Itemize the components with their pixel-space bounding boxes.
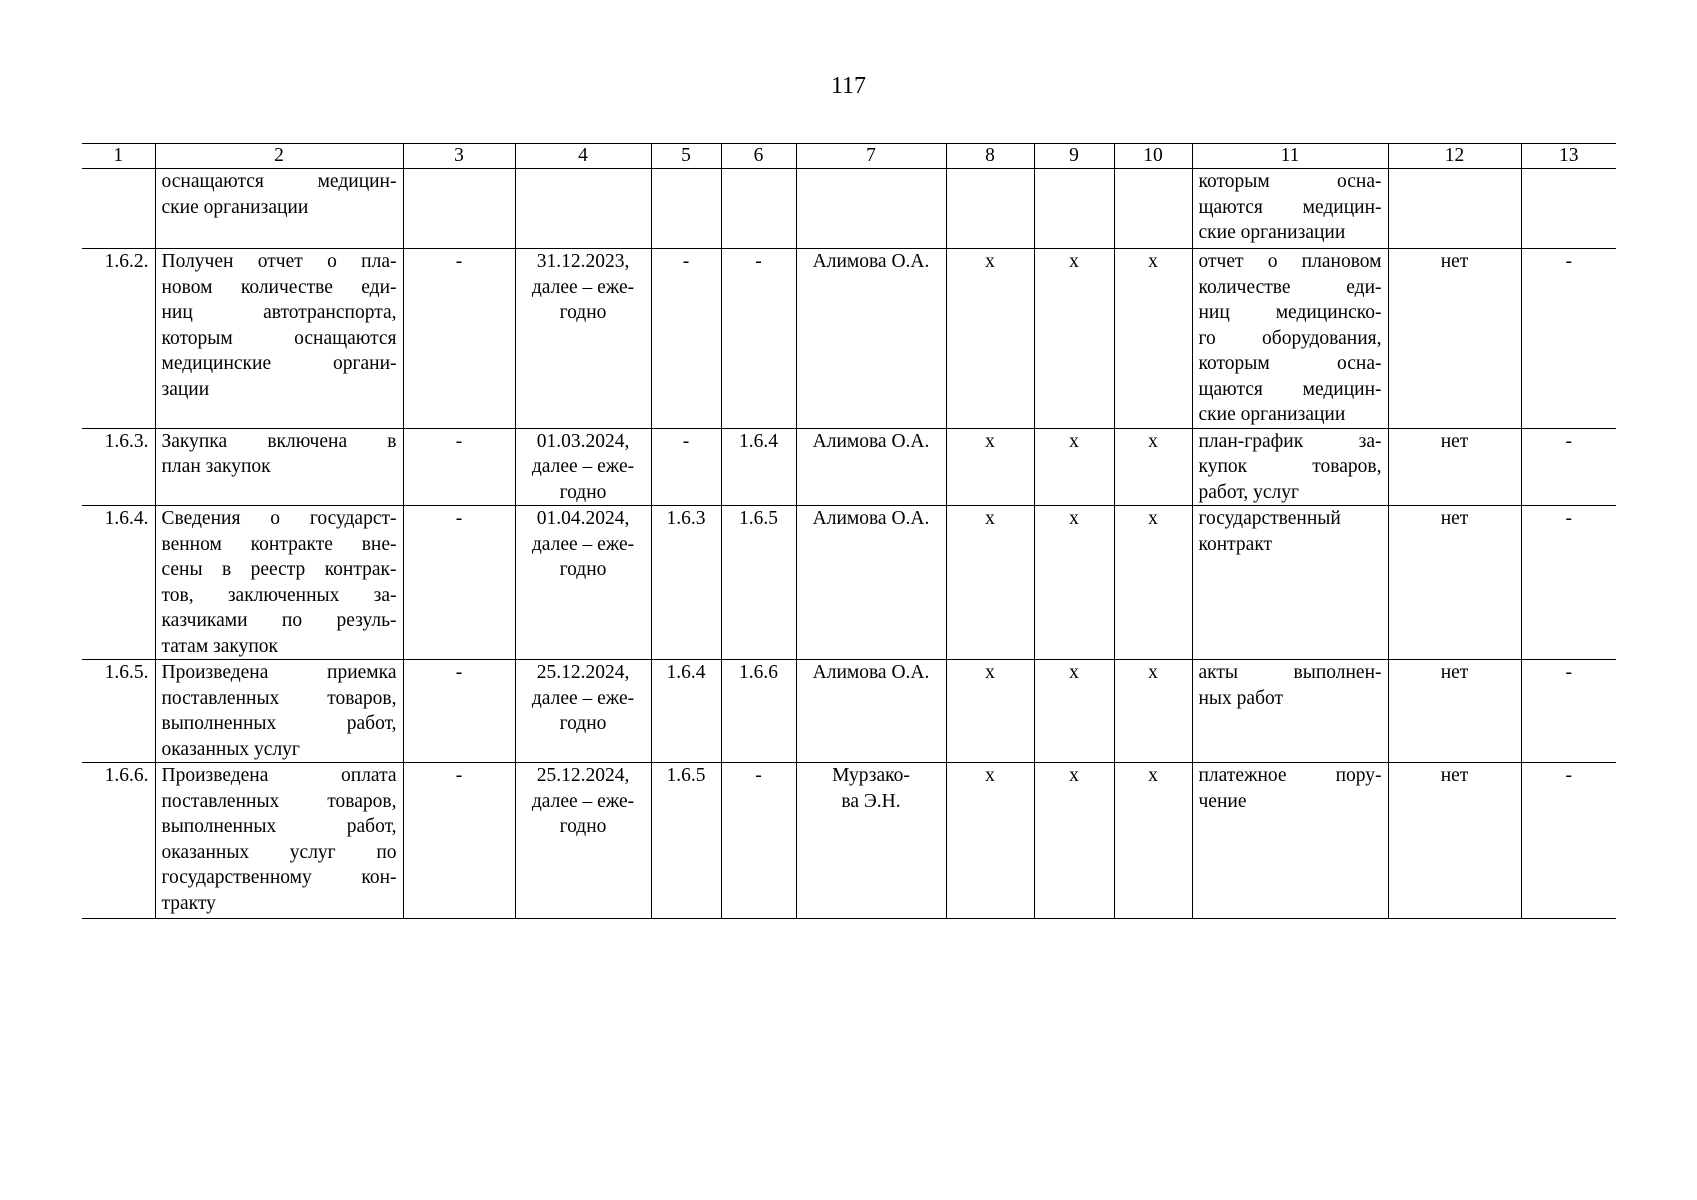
col-8-text: х — [985, 251, 995, 272]
col-10-cell — [1114, 169, 1192, 249]
header-col-5: 5 — [651, 144, 721, 169]
col-3-cell — [403, 763, 515, 919]
successor — [721, 249, 796, 429]
row-number — [82, 169, 155, 249]
table-row — [82, 428, 1616, 506]
predecessor — [651, 428, 721, 506]
deadline — [515, 249, 651, 429]
event-name-line: Закупка включена в — [161, 430, 397, 452]
deadline-line: далее – еже- — [531, 276, 635, 298]
successor — [721, 506, 796, 660]
event-name-line: тракту — [161, 892, 216, 914]
event-name-line: выполненных работ, — [161, 816, 397, 837]
responsible — [796, 249, 946, 429]
header-col-12: 12 — [1388, 144, 1521, 169]
event-name-line: тов, заключенных за- — [161, 584, 397, 606]
result-document-line: купок товаров, — [1198, 456, 1382, 477]
successor-text: 1.6.4 — [739, 430, 778, 452]
col-3-text: - — [455, 251, 463, 272]
deadline-line: далее – еже- — [531, 456, 635, 477]
row-number — [82, 506, 155, 660]
deadline-line: годно — [559, 481, 607, 503]
result-document-line: которым осна- — [1198, 171, 1382, 192]
result-document-line: ские организации — [1198, 404, 1346, 425]
row-number-text: 1.6.4. — [104, 508, 149, 529]
responsible — [796, 428, 946, 506]
predecessor — [651, 660, 721, 763]
col-12-cell — [1388, 660, 1521, 763]
col-12-text: нет — [1440, 765, 1469, 786]
result-document-line: отчет о плановом — [1198, 251, 1382, 272]
header-col-7: 7 — [796, 144, 946, 169]
deadline-line: годно — [559, 816, 607, 837]
deadline-line: годно — [559, 713, 607, 734]
col-9-cell — [1034, 763, 1114, 919]
col-8-cell — [946, 249, 1034, 429]
col-8-cell — [946, 763, 1034, 919]
result-document-line: щаются медицин- — [1198, 378, 1382, 400]
successor — [721, 169, 796, 249]
deadline-line: 25.12.2024, — [536, 662, 630, 683]
responsible-line: ва Э.Н. — [841, 790, 901, 812]
deadline — [515, 506, 651, 660]
row-number — [82, 249, 155, 429]
col-8-text: х — [985, 508, 995, 529]
table-row — [82, 660, 1616, 763]
col-13-cell — [1521, 660, 1616, 763]
result-document-line: чение — [1198, 790, 1247, 812]
predecessor — [651, 763, 721, 919]
responsible-line: Алимова О.А. — [812, 662, 930, 683]
col-9-cell — [1034, 506, 1114, 660]
predecessor-text: 1.6.4 — [666, 662, 706, 683]
predecessor-text: 1.6.3 — [666, 508, 706, 529]
result-document-line: ных работ — [1198, 687, 1284, 709]
result-document — [1192, 428, 1388, 506]
event-name-line: поставленных товаров, — [161, 687, 397, 709]
event-name-line: казчиками по резуль- — [161, 610, 397, 631]
event-name — [155, 763, 403, 919]
col-12-text: нет — [1440, 251, 1469, 272]
col-9-text: х — [1069, 251, 1079, 272]
successor — [721, 763, 796, 919]
predecessor-text: 1.6.5 — [666, 765, 706, 786]
col-10-text: х — [1148, 430, 1158, 452]
responsible-line: Алимова О.А. — [812, 508, 930, 529]
successor — [721, 428, 796, 506]
responsible-line: Мурзако- — [832, 765, 910, 786]
event-name-line: венном контракте вне- — [161, 533, 397, 555]
row-number-text: 1.6.5. — [104, 662, 149, 683]
col-13-cell — [1521, 169, 1616, 249]
col-8-cell — [946, 428, 1034, 506]
result-document-line: работ, услуг — [1198, 481, 1300, 503]
col-12-cell — [1388, 506, 1521, 660]
deadline-line: далее – еже- — [531, 790, 635, 812]
event-name-line: сены в реестр контрак- — [161, 559, 397, 580]
row-number-text: 1.6.2. — [104, 251, 149, 272]
result-document-line: контракт — [1198, 533, 1273, 555]
header-col-9: 9 — [1034, 144, 1114, 169]
deadline — [515, 428, 651, 506]
col-8-text: х — [985, 662, 995, 683]
col-12-cell — [1388, 428, 1521, 506]
table-body — [82, 169, 1616, 919]
result-document — [1192, 249, 1388, 429]
deadline-line: далее – еже- — [531, 687, 635, 709]
col-8-text: х — [985, 765, 995, 786]
event-name-line: план закупок — [161, 456, 271, 477]
responsible — [796, 763, 946, 919]
result-document — [1192, 660, 1388, 763]
deadline-line: далее – еже- — [531, 533, 635, 555]
event-name-line: которым оснащаются — [161, 327, 397, 349]
result-document-line: которым осна- — [1198, 353, 1382, 374]
header-col-2: 2 — [155, 144, 403, 169]
header-col-3: 3 — [403, 144, 515, 169]
successor-text: 1.6.5 — [739, 508, 778, 529]
deadline-line: 25.12.2024, — [536, 765, 630, 786]
header-col-10: 10 — [1114, 144, 1192, 169]
table-row — [82, 763, 1616, 919]
col-8-text: х — [985, 430, 995, 452]
responsible — [796, 660, 946, 763]
responsible-line: Алимова О.А. — [812, 251, 930, 272]
table-row — [82, 169, 1616, 249]
event-name-line: государственному кон- — [161, 867, 397, 888]
event-name-line: ские организации — [161, 196, 309, 218]
header-col-4: 4 — [515, 144, 651, 169]
col-10-text: х — [1148, 662, 1158, 683]
successor — [721, 660, 796, 763]
col-10-cell — [1114, 249, 1192, 429]
deadline — [515, 169, 651, 249]
result-document-line: акты выполнен- — [1198, 662, 1382, 683]
event-name — [155, 249, 403, 429]
col-13-cell — [1521, 428, 1616, 506]
col-13-text: - — [1565, 662, 1572, 683]
event-name-line: Произведена оплата — [161, 765, 397, 786]
table-row — [82, 249, 1616, 429]
event-name-line: выполненных работ, — [161, 713, 397, 734]
col-10-text: х — [1148, 765, 1158, 786]
col-10-text: х — [1148, 508, 1158, 529]
predecessor-text: - — [682, 251, 690, 272]
successor-text: - — [755, 251, 762, 272]
event-name — [155, 660, 403, 763]
row-number — [82, 763, 155, 919]
predecessor-text: - — [682, 430, 690, 452]
result-document-line: государственный — [1198, 508, 1341, 529]
event-name-line: Сведения о государст- — [161, 508, 397, 529]
result-document-line: план-график за- — [1198, 430, 1382, 452]
deadline-line: годно — [559, 559, 607, 580]
col-13-text: - — [1565, 508, 1572, 529]
col-3-cell — [403, 428, 515, 506]
col-3-text: - — [455, 430, 463, 452]
col-12-cell — [1388, 763, 1521, 919]
col-12-text: нет — [1440, 508, 1469, 529]
col-9-cell — [1034, 660, 1114, 763]
responsible — [796, 169, 946, 249]
deadline-line: 31.12.2023, — [536, 251, 630, 272]
page-number: 117 — [830, 73, 867, 99]
col-8-cell — [946, 506, 1034, 660]
col-3-text: - — [455, 662, 463, 683]
col-9-text: х — [1069, 430, 1079, 452]
col-3-text: - — [455, 508, 463, 529]
col-9-text: х — [1069, 508, 1079, 529]
col-10-text: х — [1148, 251, 1158, 272]
col-9-cell — [1034, 428, 1114, 506]
event-name — [155, 506, 403, 660]
col-13-cell — [1521, 763, 1616, 919]
header-row — [82, 144, 1616, 169]
result-document-line: щаются медицин- — [1198, 196, 1382, 218]
col-10-cell — [1114, 660, 1192, 763]
table-row — [82, 506, 1616, 660]
row-number — [82, 660, 155, 763]
responsible-line: Алимова О.А. — [812, 430, 930, 452]
col-12-text: нет — [1440, 662, 1469, 683]
result-document-line: платежное пору- — [1198, 765, 1382, 786]
predecessor — [651, 506, 721, 660]
successor-text: - — [755, 765, 762, 786]
col-13-cell — [1521, 506, 1616, 660]
predecessor — [651, 169, 721, 249]
col-10-cell — [1114, 506, 1192, 660]
deadline-line: годно — [559, 302, 607, 323]
col-13-text: - — [1565, 430, 1572, 452]
col-9-text: х — [1069, 765, 1079, 786]
col-12-cell — [1388, 249, 1521, 429]
col-3-cell — [403, 169, 515, 249]
col-13-text: - — [1565, 251, 1572, 272]
col-9-cell — [1034, 249, 1114, 429]
col-9-text: х — [1069, 662, 1079, 683]
plan-table — [82, 143, 1616, 919]
header-col-11: 11 — [1192, 144, 1388, 169]
event-name-line: татам закупок — [161, 635, 279, 657]
successor-text: 1.6.6 — [739, 662, 778, 683]
event-name-line: оказанных услуг — [161, 738, 300, 760]
col-10-cell — [1114, 428, 1192, 506]
header-col-8: 8 — [946, 144, 1034, 169]
col-3-text: - — [455, 765, 463, 786]
header-col-1: 1 — [82, 144, 155, 169]
event-name — [155, 169, 403, 249]
col-3-cell — [403, 506, 515, 660]
event-name-line: медицинские органи- — [161, 353, 397, 374]
result-document — [1192, 763, 1388, 919]
event-name-line: оказанных услуг по — [161, 841, 397, 863]
deadline-line: 01.04.2024, — [536, 508, 630, 529]
header-col-6: 6 — [721, 144, 796, 169]
result-document-line: ские организации — [1198, 222, 1346, 243]
col-13-cell — [1521, 249, 1616, 429]
result-document-line: го оборудования, — [1198, 327, 1382, 349]
event-name-line: оснащаются медицин- — [161, 171, 397, 192]
event-name-line: ниц автотранспорта, — [161, 302, 397, 323]
col-12-cell — [1388, 169, 1521, 249]
col-9-cell — [1034, 169, 1114, 249]
event-name-line: поставленных товаров, — [161, 790, 397, 812]
result-document-line: ниц медицинско- — [1198, 302, 1382, 323]
event-name — [155, 428, 403, 506]
deadline-line: 01.03.2024, — [536, 430, 630, 452]
row-number — [82, 428, 155, 506]
result-document — [1192, 506, 1388, 660]
event-name-line: новом количестве еди- — [161, 276, 397, 298]
col-8-cell — [946, 660, 1034, 763]
row-number-text: 1.6.3. — [104, 430, 149, 452]
col-8-cell — [946, 169, 1034, 249]
col-13-text: - — [1565, 765, 1572, 786]
predecessor — [651, 249, 721, 429]
deadline — [515, 660, 651, 763]
col-10-cell — [1114, 763, 1192, 919]
header-col-13: 13 — [1521, 144, 1616, 169]
result-document-line: количестве еди- — [1198, 276, 1382, 298]
col-12-text: нет — [1440, 430, 1469, 452]
event-name-line: Получен отчет о пла- — [161, 251, 397, 272]
event-name-line: зации — [161, 378, 210, 400]
row-number-text: 1.6.6. — [104, 765, 149, 786]
deadline — [515, 763, 651, 919]
result-document — [1192, 169, 1388, 249]
event-name-line: Произведена приемка — [161, 662, 397, 683]
responsible — [796, 506, 946, 660]
col-3-cell — [403, 249, 515, 429]
col-3-cell — [403, 660, 515, 763]
